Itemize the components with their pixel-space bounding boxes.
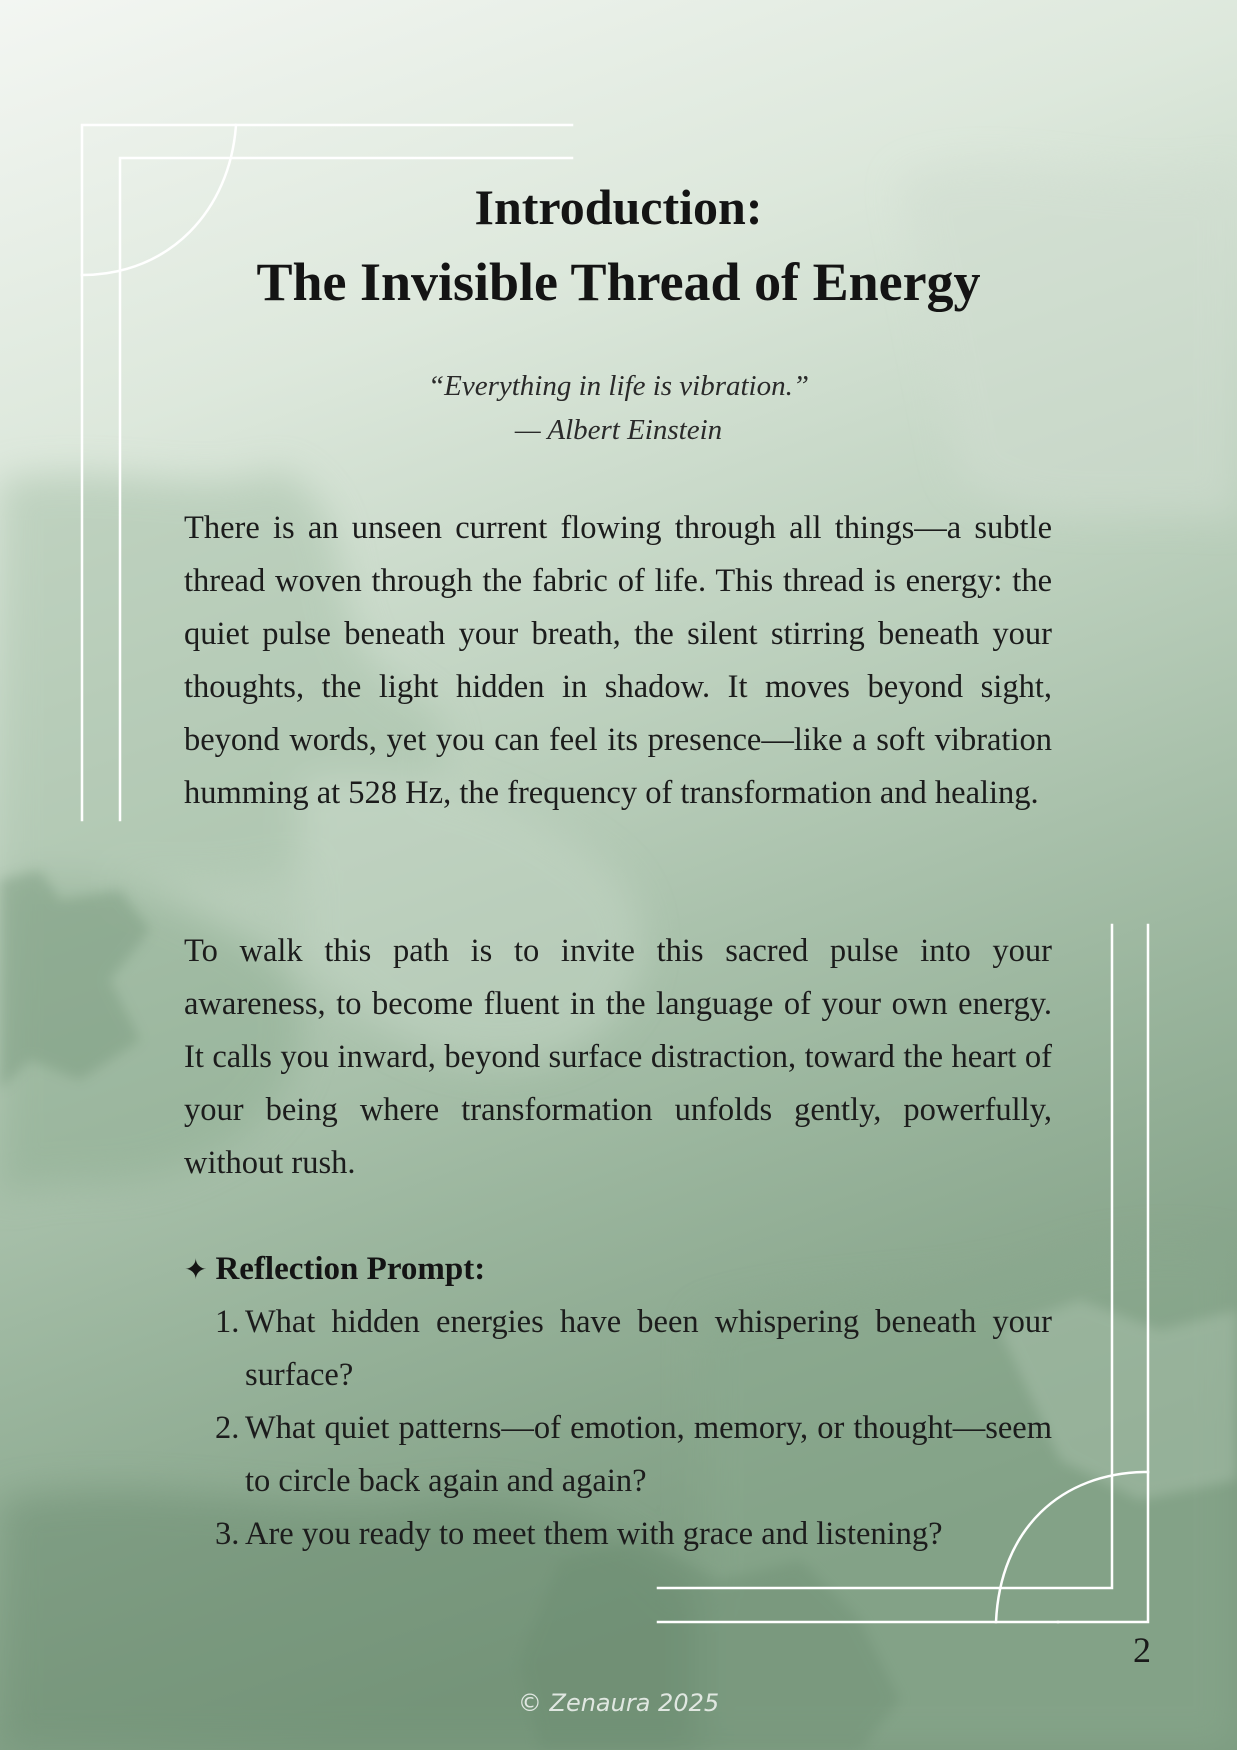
- epigraph-attribution: — Albert Einstein: [514, 414, 723, 446]
- list-item-text: Are you ready to meet them with grace and listening?: [245, 1516, 943, 1552]
- list-item-text: What quiet patterns—of emotion, memory, or thought—seem to circle back again and again?: [245, 1410, 1052, 1499]
- list-item-text: What hidden energies have been whispering beneath your surface?: [245, 1304, 1052, 1393]
- reflection-list: [215, 1296, 1052, 1561]
- list-item: [215, 1296, 1052, 1402]
- reflection-heading-text: Reflection Prompt:: [215, 1251, 486, 1287]
- list-item-number: 3.: [215, 1516, 240, 1552]
- epigraph-quote: “Everything in life is vibration.”: [427, 370, 809, 402]
- copyright-footer: © Zenaura 2025: [517, 1689, 720, 1717]
- page-title-line-2: The Invisible Thread of Energy: [256, 252, 981, 312]
- page-number: 2: [1133, 1630, 1151, 1670]
- list-item: [215, 1508, 1052, 1561]
- body-paragraph-2: To walk this path is to invite this sacred pulse into your awareness, to become fluent in the language of your own energy. It calls you inward, beyond surface distraction, toward the heart of your being where transformation unfolds gently, powerfully, without rush.: [184, 933, 1052, 1181]
- four-pointed-star-icon: ✦: [184, 1253, 208, 1286]
- list-item-number: 2.: [215, 1410, 240, 1446]
- reflection-heading: [184, 1243, 984, 1296]
- list-item: [215, 1402, 1052, 1508]
- body-paragraph-1: There is an unseen current flowing through all things—a subtle thread woven through the fabric of life. This thread is energy: the quiet pulse beneath your breath, the silent stirring beneath your thoughts, the light hidden in shadow. It moves beyond sight, beyond words, yet you can feel its presence—like a soft vibration humming at 528 Hz, the frequency of transformation and healing.: [184, 510, 1052, 811]
- list-item-number: 1.: [215, 1304, 240, 1340]
- page-title-line-1: Introduction:: [474, 179, 763, 235]
